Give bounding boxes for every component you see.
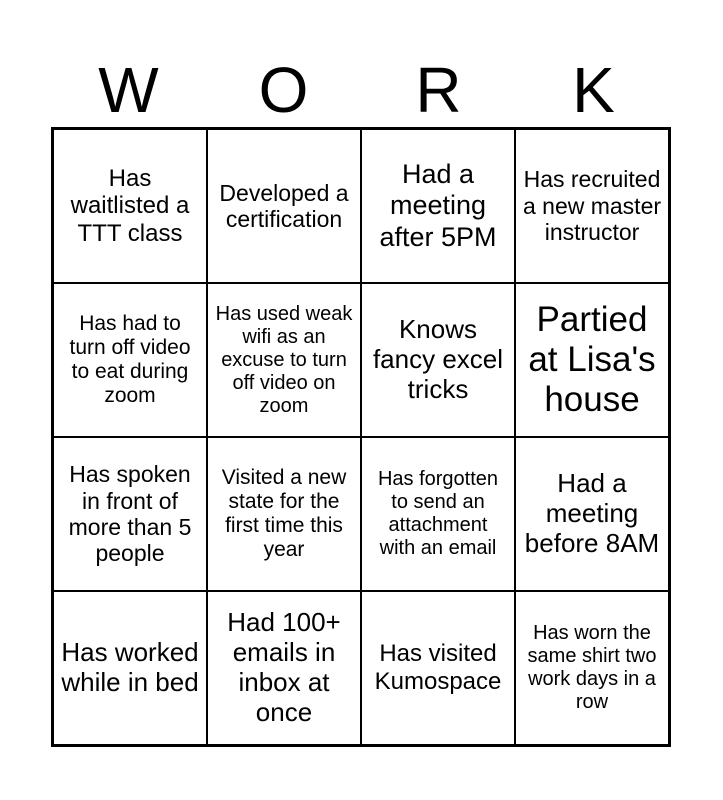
bingo-cell[interactable]: Has worked while in bed — [53, 591, 207, 745]
bingo-cell[interactable]: Has waitlisted a TTT class — [53, 129, 207, 283]
bingo-cell[interactable]: Has forgotten to send an attachment with an email — [361, 437, 515, 591]
bingo-cell[interactable]: Had 100+ emails in inbox at once — [207, 591, 361, 745]
bingo-cell[interactable]: Has visited Kumospace — [361, 591, 515, 745]
bingo-cell[interactable]: Developed a certification — [207, 129, 361, 283]
header-letter-o: O — [258, 54, 309, 126]
bingo-header — [51, 52, 671, 128]
bingo-cell[interactable]: Partied at Lisa's house — [515, 283, 669, 437]
bingo-cell[interactable]: Had a meeting before 8AM — [515, 437, 669, 591]
bingo-cell[interactable]: Has used weak wifi as an excuse to turn off video on zoom — [207, 283, 361, 437]
bingo-cell[interactable]: Has worn the same shirt two work days in a row — [515, 591, 669, 745]
bingo-cell[interactable]: Had a meeting after 5PM — [361, 129, 515, 283]
header-letter-w: W — [98, 54, 159, 126]
bingo-cell[interactable]: Knows fancy excel tricks — [361, 283, 515, 437]
bingo-cell[interactable]: Has spoken in front of more than 5 people — [53, 437, 207, 591]
header-letter-k: K — [572, 54, 615, 126]
bingo-cell[interactable]: Has recruited a new master instructor — [515, 129, 669, 283]
bingo-cell[interactable]: Visited a new state for the first time this year — [207, 437, 361, 591]
bingo-board — [51, 127, 671, 747]
header-letter-r: R — [415, 54, 462, 126]
bingo-cell[interactable]: Has had to turn off video to eat during zoom — [53, 283, 207, 437]
